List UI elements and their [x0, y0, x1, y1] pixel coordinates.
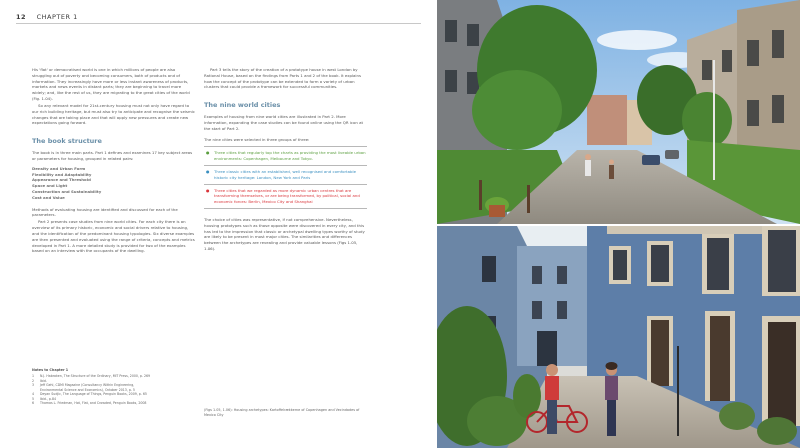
intro-paragraph-1: His 'flat' or democratised world is one in which millions of people are also struggling out of poverty and becoming consumers, both of products and of information. They increasingly have more or less instant awareness of products, markets and news events in distant parts; they are beginning to travel more widely; and, like the rest of us, they are migrating to the great cities of the world (Fig. 1.04).	[32, 67, 190, 101]
structure-intro: The book is in three main parts. Part 1 defines and examines 17 key subject areas or parameters for housing, grouped in related pairs:	[32, 150, 193, 161]
note-item: 1 N.J. Habraken, The Structure of the Ordinary, MIT Press, 2000, p. 269	[32, 374, 151, 378]
closing-paragraph: The choice of cities was representative, if not comprehensive. Nevertheless, housing prototypes such as those opposite were discovered in every city, and this has led to the impression that classic or archetypal dwelling types worthy of study are likely to be present in most major cities. The similarities and differences between the archetypes are revealing and provide valuable lessons (Figs 1.05, 1.06).	[204, 216, 365, 251]
note-item: Environmental Science and Economics), October 2013, p. 5	[40, 387, 135, 392]
note-item: 5 Ibid., p.84	[32, 396, 57, 401]
intro-paragraph-2: So any relevant model for 21st-century housing must not only have regard to our rich building heritage, but must also try to anticipate and recognise the seismic changes that are taking place and that will apply new pressures and create new expectations going forward.	[32, 102, 195, 126]
parameter-item: Space and Light	[32, 183, 68, 189]
copenhagen-street-photo	[437, 0, 800, 224]
city-groups	[204, 146, 367, 209]
city-group-text: Three cities that regularly top the charts as providing the most liveable urban environments: Copenhagen, Melbourne and Tokyo.	[214, 150, 366, 162]
parameter-item: Construction and Sustainability	[32, 188, 102, 194]
bullet-icon: ●	[206, 150, 210, 156]
header-rule	[16, 23, 421, 24]
city-group-text: Three cities that we regarded as more dynamic urban centres that are transforming themselves, or are being transformed, by political, social and economic forces: Berlin, Mexico City and Shanghai	[214, 187, 360, 205]
structure-heading: The book structure	[32, 137, 102, 146]
bullet-icon: ●	[206, 187, 210, 193]
figure-caption: (Figs 1.05, 1.06): Housing archetypes: Kartoffelrækkerne of Copenhagen and Vecindades of Mexico City	[204, 408, 360, 417]
groups-intro: The nine cities were selected in three groups of three:	[204, 136, 310, 142]
city-group-liveable	[204, 147, 367, 166]
mexico-city-vecindad-photo	[437, 226, 800, 448]
part2-paragraph: Part 2 presents case studies from nine world cities. For each city there is an overview of its primary historic, economic and social drivers relative to housing, and the identification of the predominant housing typologies. Six diverse examples are then presented and evaluated using the range of criteria, concepts and metrics developed in Part 1. A more detailed study is provided for two of the examples based on an interview with the occupants of the dwelling.	[32, 219, 195, 254]
note-item: 4 Deyan Sudjic, The Language of Things, Penguin Books, 2009, p. 65	[32, 392, 147, 396]
chapter-label: CHAPTER 1	[36, 13, 78, 21]
note-item: 3 Jeff Gehl, CDMI Magazine (Consultancy Within Engineering,	[32, 383, 135, 387]
page-number: 12	[16, 13, 27, 21]
left-column	[32, 67, 195, 255]
city-group-classic	[204, 166, 367, 185]
parameter-item: Density and Urban Form	[32, 165, 86, 171]
page-header	[16, 13, 78, 21]
cities-heading: The nine world cities	[204, 101, 281, 110]
note-item: 6 Thomas L. Friedman, Hot, Flat, and Crowded, Penguin Books, 2008	[32, 401, 147, 405]
chapter-notes	[32, 368, 192, 406]
note-item: 2 Ibid.	[32, 378, 47, 383]
bullet-icon: ●	[206, 168, 210, 174]
parameter-item: Flexibility and Adaptability	[32, 171, 92, 177]
city-group-text: Three classic cities with an established, well recognised and comfortable historic city heritage: London, New York and Paris	[214, 168, 356, 180]
parameter-item: Cost and Value	[32, 194, 65, 200]
notes-title: Notes to Chapter 1	[32, 368, 69, 372]
right-column	[204, 67, 367, 253]
parameter-list	[32, 166, 195, 201]
city-group-dynamic	[204, 185, 367, 209]
cities-intro: Examples of housing from nine world cities are illustrated in Part 2. More information, expanding the case studies can be found online using the QR icon at the start of Part 2.	[204, 114, 364, 131]
methods-paragraph: Methods of evaluating housing are identified and discussed for each of the parameters.	[32, 206, 178, 218]
parameter-item: Appearance and Threshold	[32, 177, 91, 183]
part3-paragraph: Part 3 tells the story of the creation of a prototype house in west London by Rational House, based on the findings from Parts 1 and 2 of the book. It explains how the concept of the prototype can be extended to form a variety of urban clusters that could provide a framework for successful communities.	[204, 67, 361, 90]
